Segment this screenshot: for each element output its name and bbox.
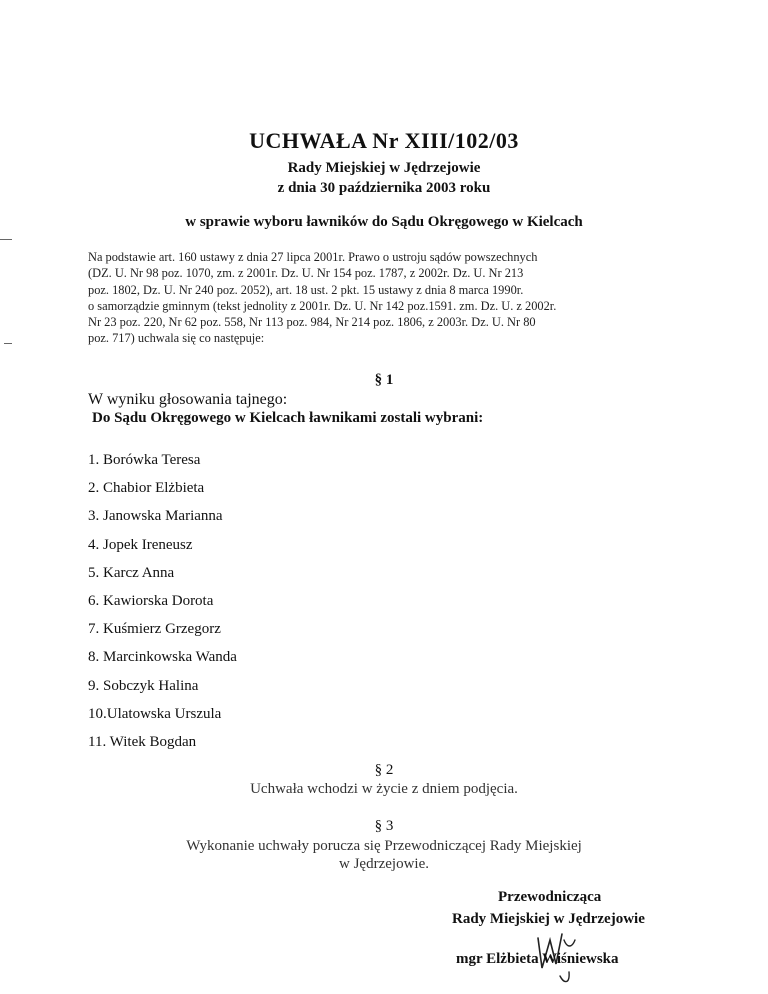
list-item: 11. Witek Bogdan (88, 733, 197, 750)
legal-basis (88, 249, 688, 347)
council-name: Rady Miejskiej w Jędrzejowie (287, 160, 481, 176)
member-list (88, 451, 237, 761)
signature-title: Przewodnicząca (498, 889, 602, 905)
resolution-date: z dnia 30 października 2003 roku (277, 180, 491, 196)
section-2-heading: § 2 (374, 762, 394, 778)
legal-basis-line: (DZ. U. Nr 98 poz. 1070, zm. z 2001r. Dz. U. Nr 154 poz. 1787, z 2002r. Dz. U. Nr 213 (88, 266, 524, 281)
list-item: 2. Chabior Elżbieta (88, 480, 205, 497)
list-item: 10.Ulatowska Urszula (88, 705, 222, 722)
legal-basis-line: Na podstawie art. 160 ustawy z dnia 27 lipca 2001r. Prawo o ustroju sądów powszechnych (88, 250, 538, 264)
list-item: 7. Kuśmierz Grzegorz (88, 621, 221, 638)
list-item: 1. Borówka Teresa (88, 452, 201, 468)
voting-intro: W wyniku głosowania tajnego: (88, 391, 288, 408)
signature-council: Rady Miejskiej w Jędrzejowie (452, 911, 645, 927)
resolution-title: UCHWAŁA Nr XIII/102/03 (249, 128, 519, 153)
elected-heading: Do Sądu Okręgowego w Kielcach ławnikami zostali wybrani: (92, 410, 484, 426)
section-1-heading: § 1 (374, 372, 394, 388)
list-item: 4. Jopek Ireneusz (88, 536, 193, 553)
section-3-heading: § 3 (374, 818, 394, 834)
list-item: 5. Karcz Anna (88, 564, 175, 581)
list-item: 9. Sobczyk Halina (88, 677, 199, 694)
list-item: 3. Janowska Marianna (88, 508, 223, 525)
signature-name: mgr Elżbieta Wiśniewska (456, 951, 619, 967)
margin-mark (4, 343, 12, 344)
margin-mark (0, 239, 12, 240)
list-item: 6. Kawiorska Dorota (88, 592, 214, 609)
section-2-text: Uchwała wchodzi w życie z dniem podjęcia. (250, 781, 518, 797)
legal-basis-line: poz. 717) uchwala się co następuje: (88, 331, 265, 346)
section-3-text: w Jędrzejowie. (339, 856, 429, 872)
resolution-subject: w sprawie wyboru ławników do Sądu Okręgowego w Kielcach (185, 214, 583, 230)
list-item: 8. Marcinkowska Wanda (88, 649, 237, 666)
legal-basis-line: o samorządzie gminnym (tekst jednolity z 2001r. Dz. U. Nr 142 poz.1591. zm. Dz. U. z 2002r. (88, 298, 557, 313)
section-3-text: Wykonanie uchwały poruczа się Przewodniczącej Rady Miejskiej (186, 838, 582, 854)
legal-basis-line: poz. 1802, Dz. U. Nr 240 poz. 2052), art. 18 ust. 2 pkt. 15 ustawy z dnia 8 marca 1990r. (88, 282, 524, 297)
legal-basis-line: Nr 23 poz. 220, Nr 62 poz. 558, Nr 113 poz. 984, Nr 214 poz. 1806, z 2003r. Dz. U. Nr 80 (88, 315, 536, 330)
